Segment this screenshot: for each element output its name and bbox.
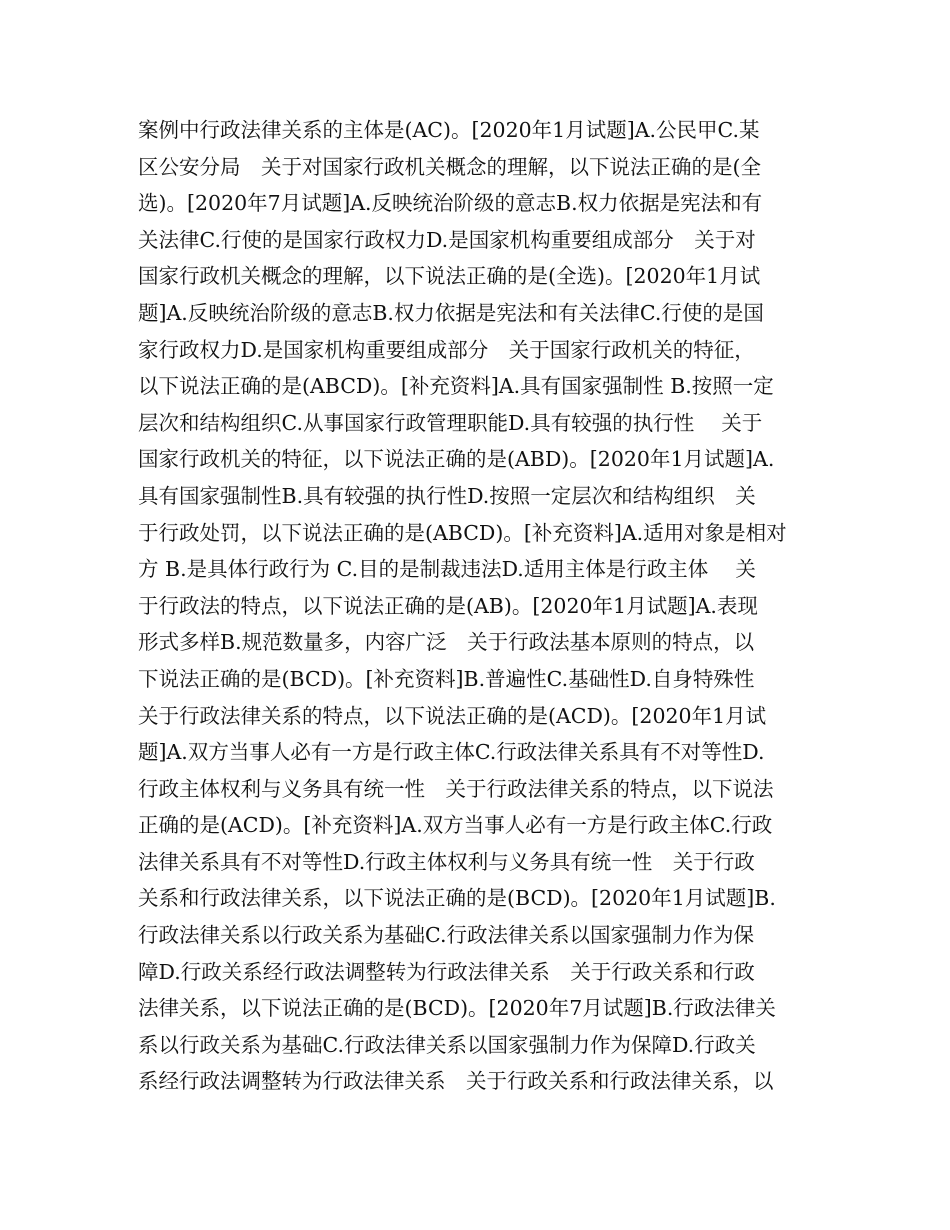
- text-line: 关于行政法律关系的特点，以下说法正确的是(ACD)。[2020年1月试: [138, 703, 767, 728]
- text-line: 题]A.反映统治阶级的意志B.权力依据是宪法和有关法律C.行使的是国: [138, 300, 764, 325]
- text-line: 法律关系具有不对等性D.行政主体权利与义务具有统一性 关于行政: [138, 849, 755, 874]
- text-line: 案例中行政法律关系的主体是(AC)。[2020年1月试题]A.公民甲C.某: [138, 118, 760, 142]
- text-line: 障D.行政关系经行政法调整转为行政法律关系 关于行政关系和行政: [138, 959, 755, 984]
- text-line: 行政法律关系以行政关系为基础C.行政法律关系以国家强制力作为保: [138, 923, 754, 948]
- text-line: 系经行政法调整转为行政法律关系 关于行政关系和行政法律关系，以: [138, 1069, 774, 1094]
- text-line: 下说法正确的是(BCD)。[补充资料]B.普遍性C.基础性D.自身特殊性: [138, 666, 755, 691]
- text-line: 国家行政机关概念的理解，以下说法正确的是(全选)。[2020年1月试: [138, 264, 761, 289]
- text-line: 方 B.是具体行政行为 C.目的是制裁违法D.适用主体是行政主体 关: [138, 557, 756, 582]
- text-line: 关系和行政法律关系，以下说法正确的是(BCD)。[2020年1月试题]B.: [138, 886, 776, 911]
- text-line: 区公安分局 关于对国家行政机关概念的理解，以下说法正确的是(全: [138, 154, 761, 179]
- text-line: 系以行政关系为基础C.行政法律关系以国家强制力作为保障D.行政关: [138, 1032, 756, 1057]
- text-line: 题]A.双方当事人必有一方是行政主体C.行政法律关系具有不对等性D.: [138, 740, 765, 765]
- text-line: 于行政法的特点，以下说法正确的是(AB)。[2020年1月试题]A.表现: [138, 593, 758, 618]
- text-line: 以下说法正确的是(ABCD)。[补充资料]A.具有国家强制性 B.按照一定: [138, 374, 774, 399]
- text-line: 行政主体权利与义务具有统一性 关于行政法律关系的特点，以下说法: [138, 776, 774, 801]
- text-line: 法律关系，以下说法正确的是(BCD)。[2020年7月试题]B.行政法律关: [138, 996, 776, 1021]
- text-line: 具有国家强制性B.具有较强的执行性D.按照一定层次和结构组织 关: [138, 483, 756, 508]
- text-line: 正确的是(ACD)。[补充资料]A.双方当事人必有一方是行政主体C.行政: [138, 813, 773, 838]
- text-line: 家行政权力D.是国家机构重要组成部分 关于国家行政机关的特征，: [138, 337, 755, 362]
- text-line: 层次和结构组织C.从事国家行政管理职能D.具有较强的执行性 关于: [138, 410, 763, 435]
- document-body: [138, 112, 818, 1100]
- text-line: 选)。[2020年7月试题]A.反映统治阶级的意志B.权力依据是宪法和有: [138, 191, 763, 216]
- text-line: 关法律C.行使的是国家行政权力D.是国家机构重要组成部分 关于对: [138, 227, 756, 252]
- text-line: 国家行政机关的特征，以下说法正确的是(ABD)。[2020年1月试题]A.: [138, 447, 775, 472]
- text-line: 形式多样B.规范数量多，内容广泛 关于行政法基本原则的特点，以: [138, 630, 755, 655]
- text-line: 于行政处罚，以下说法正确的是(ABCD)。[补充资料]A.适用对象是相对: [138, 520, 787, 545]
